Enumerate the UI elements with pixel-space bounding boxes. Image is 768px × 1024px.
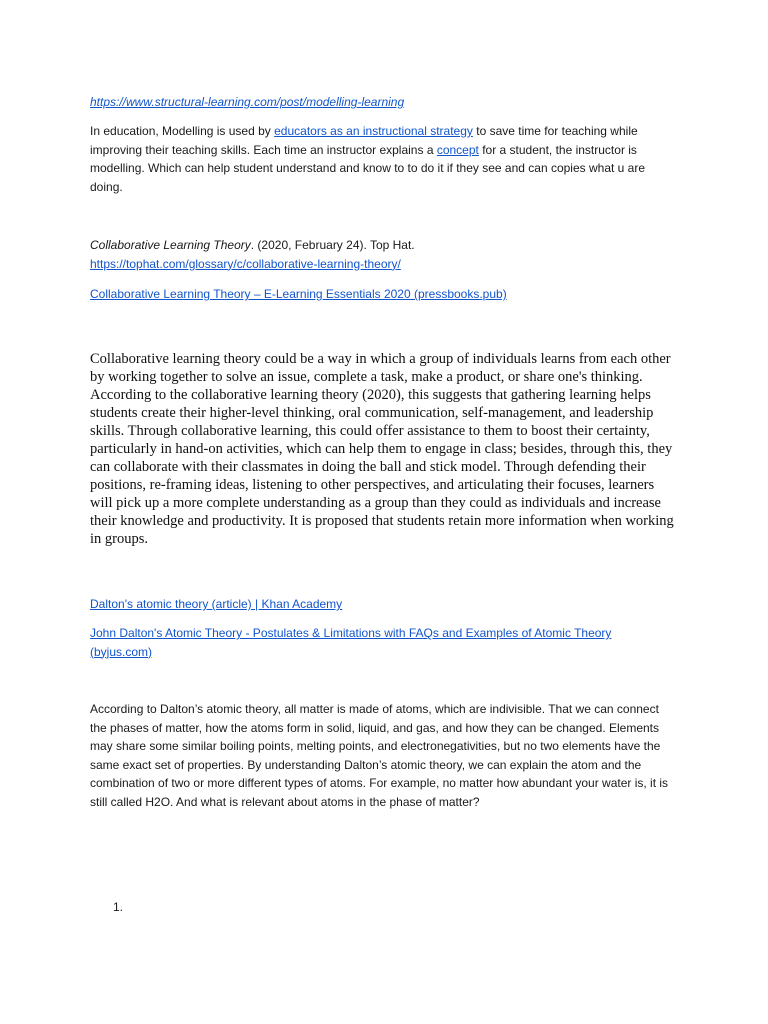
modelling-url-link-line [90, 93, 675, 112]
byjus-link-line-2[interactable]: (byjus.com) [90, 644, 153, 659]
modelling-text-2: to save time for teaching while improving their teaching skills. Each time an instructor explains a [90, 124, 638, 157]
modelling-paragraph [90, 122, 675, 196]
instructional-strategy-link[interactable]: educators as an instructional strategy [274, 124, 473, 138]
khan-academy-link[interactable]: Dalton's atomic theory (article) | Khan Academy [90, 597, 343, 611]
khan-link-line [90, 595, 675, 614]
modelling-text-3: for a student, the instructor is modelling. Which can help student understand and know to to do it if they see and can copies what u are doing. [90, 142, 646, 194]
collaborative-learning-paragraph: Collaborative learning theory could be a way in which a group of individuals learns from each other by working together to solve an issue, complete a task, make a product, or share one's thinking. According to the collaborative learning theory (2020), this suggests that gathering learning helps students create their higher-level thinking, oral communication, self-management, and leadership skills. Through collaborative learning, this could offer assistance to them to boost their certainty, particularly in hand-on activities, which can help them to engage in class; besides, through this, they can collaborate with their classmates in doing the ball and stick model. Through defending their positions, re-framing ideas, listening to other perspectives, and articulating their focuses, learners will pick up a more complete understanding as a group than they could as individuals and increase their knowledge and productivity. It is proposed that students retain more information when working in groups. [90, 351, 674, 547]
tophat-link[interactable]: https://tophat.com/glossary/c/collaborative-learning-theory/ [90, 256, 401, 271]
citation-tophat [90, 236, 675, 273]
byjus-link-line-1[interactable]: John Dalton's Atomic Theory - Postulates & Limitations with FAQs and Examples of Atomic Theory [90, 626, 612, 640]
concept-link[interactable]: concept [436, 142, 479, 157]
modelling-text-1: In education, Modelling is used by [90, 124, 275, 138]
dalton-paragraph: According to Dalton’s atomic theory, all matter is made of atoms, which are indivisible. That we can connect the phases of matter, how the atoms form in solid, liquid, and gas, and how they can be changed. Elements may share some similar boiling points, melting points, and electronegativities, but no two elements have the same exact set of properties. By understanding Dalton’s atomic theory, we can explain the atom and the combination of two or more different types of atoms. For example, no matter how abundant your water is, it is still called H2O. And what is relevant about atoms in the phase of matter? [90, 702, 669, 809]
pressbooks-link-line [90, 285, 675, 304]
byjus-link-block [90, 624, 675, 661]
citation-line [90, 236, 675, 255]
modelling-url-link[interactable]: https://www.structural-learning.com/post/modelling-learning [90, 95, 405, 109]
citation-rest: . (2020, February 24). Top Hat. [250, 238, 415, 252]
citation-title: Collaborative Learning Theory [90, 238, 251, 252]
list-marker: 1. [113, 900, 124, 914]
pressbooks-link[interactable]: Collaborative Learning Theory – E-Learning Essentials 2020 (pressbooks.pub) [90, 287, 507, 301]
